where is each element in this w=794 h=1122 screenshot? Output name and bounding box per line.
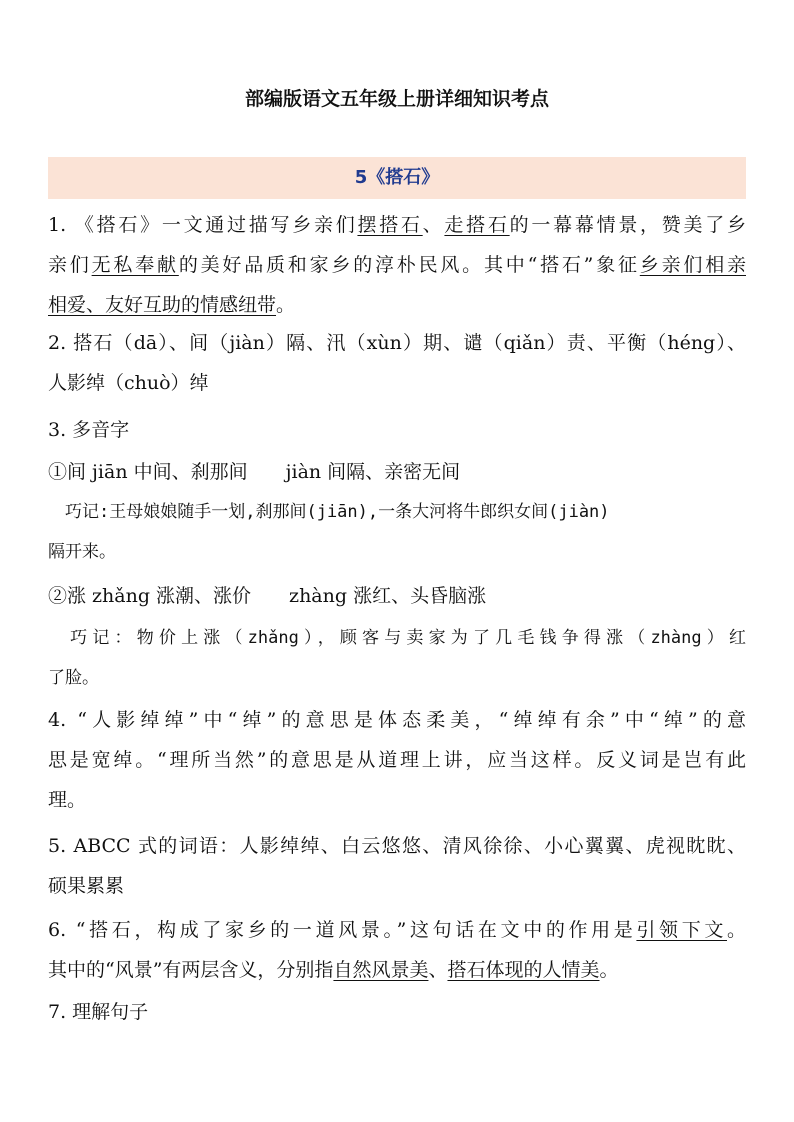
- underlined-answer: 自然风景美: [333, 959, 429, 981]
- polyphone-1-line: ①间 jiān 中间、刹那间 jiàn 间隔、亲密无间: [48, 461, 461, 483]
- section-heading: 5《搭石》: [354, 167, 440, 188]
- item-4-line-1: 4. “人影绰绰”中“绰”的意思是体态柔美，“绰绰有余”中“绰”的意: [48, 709, 746, 731]
- polyphone-2-line: ②涨 zhǎng 涨潮、涨价 zhàng 涨红、头昏脑涨: [48, 585, 487, 607]
- mnemonic-2: [48, 618, 746, 698]
- underlined-answer: 相爱、友好互助的情感纽带: [48, 294, 277, 316]
- item-5-paragraph: [48, 826, 746, 906]
- item-3-line-1: 3. 多音字: [48, 419, 130, 441]
- polyphone-2: [48, 576, 746, 616]
- underlined-answer: 乡亲们相亲: [639, 254, 746, 276]
- item-3-heading: [48, 410, 746, 450]
- item-6-line-2: 其中的“风景”有两层含义，分别指自然风景美、搭石体现的人情美。: [48, 959, 619, 981]
- item-7-line-1: 7. 理解句子: [48, 1001, 149, 1023]
- item-4-line-3: 理。: [48, 789, 87, 811]
- item-4-paragraph: [48, 700, 746, 820]
- item-2-line-2: 人影绰（chuò）绰: [48, 372, 209, 394]
- underlined-answer: 摆搭石: [357, 214, 423, 236]
- document-title: 部编版语文五年级上册详细知识考点: [244, 88, 549, 110]
- item-7-heading: [48, 992, 746, 1032]
- mnemonic-2-line-1: 巧记：物价上涨（zhǎng），顾客与卖家为了几毛钱争得涨（zhàng）红: [48, 628, 746, 648]
- item-2-line-1: 2. 搭石（dā）、间（jiàn）隔、汛（xùn）期、谴（qiǎn）责、平衡（héng）、: [48, 332, 746, 354]
- item-1-line-1: 1. 《搭石》一文通过描写乡亲们摆搭石、走搭石的一幕幕情景，赞美了乡: [48, 214, 746, 236]
- underlined-answer: 搭石体现的人情美: [447, 959, 600, 981]
- item-6-line-1: 6. “搭石，构成了家乡的一道风景。”这句话在文中的作用是引领下文。: [48, 919, 746, 941]
- underlined-answer: 引领下文: [636, 919, 727, 941]
- underlined-answer: 走搭石: [444, 214, 510, 236]
- underlined-answer: 无私奉献: [91, 254, 179, 276]
- section-banner: [48, 157, 746, 199]
- mnemonic-2-line-2: 了脸。: [48, 668, 99, 688]
- item-1-line-2: 亲们无私奉献的美好品质和家乡的淳朴民风。其中“搭石”象征乡亲们相亲: [48, 254, 746, 276]
- mnemonic-1: [48, 492, 746, 572]
- item-2-paragraph: [48, 323, 746, 403]
- item-1-paragraph: [48, 205, 746, 325]
- polyphone-1: [48, 452, 746, 492]
- item-4-line-2: 思是宽绰。“理所当然”的意思是从道理上讲，应当这样。反义词是岂有此: [48, 749, 746, 771]
- mnemonic-1-line-2: 隔开来。: [48, 542, 116, 562]
- item-5-line-2: 硕果累累: [48, 875, 125, 897]
- item-1-line-3: 相爱、友好互助的情感纽带。: [48, 294, 296, 316]
- mnemonic-1-line-1: 巧记:王母娘娘随手一划,刹那间(jiān),一条大河将牛郎织女间(jiàn): [48, 502, 610, 522]
- item-5-line-1: 5. ABCC 式的词语：人影绰绰、白云悠悠、清风徐徐、小心翼翼、虎视眈眈、: [48, 835, 746, 857]
- item-6-paragraph: [48, 910, 746, 990]
